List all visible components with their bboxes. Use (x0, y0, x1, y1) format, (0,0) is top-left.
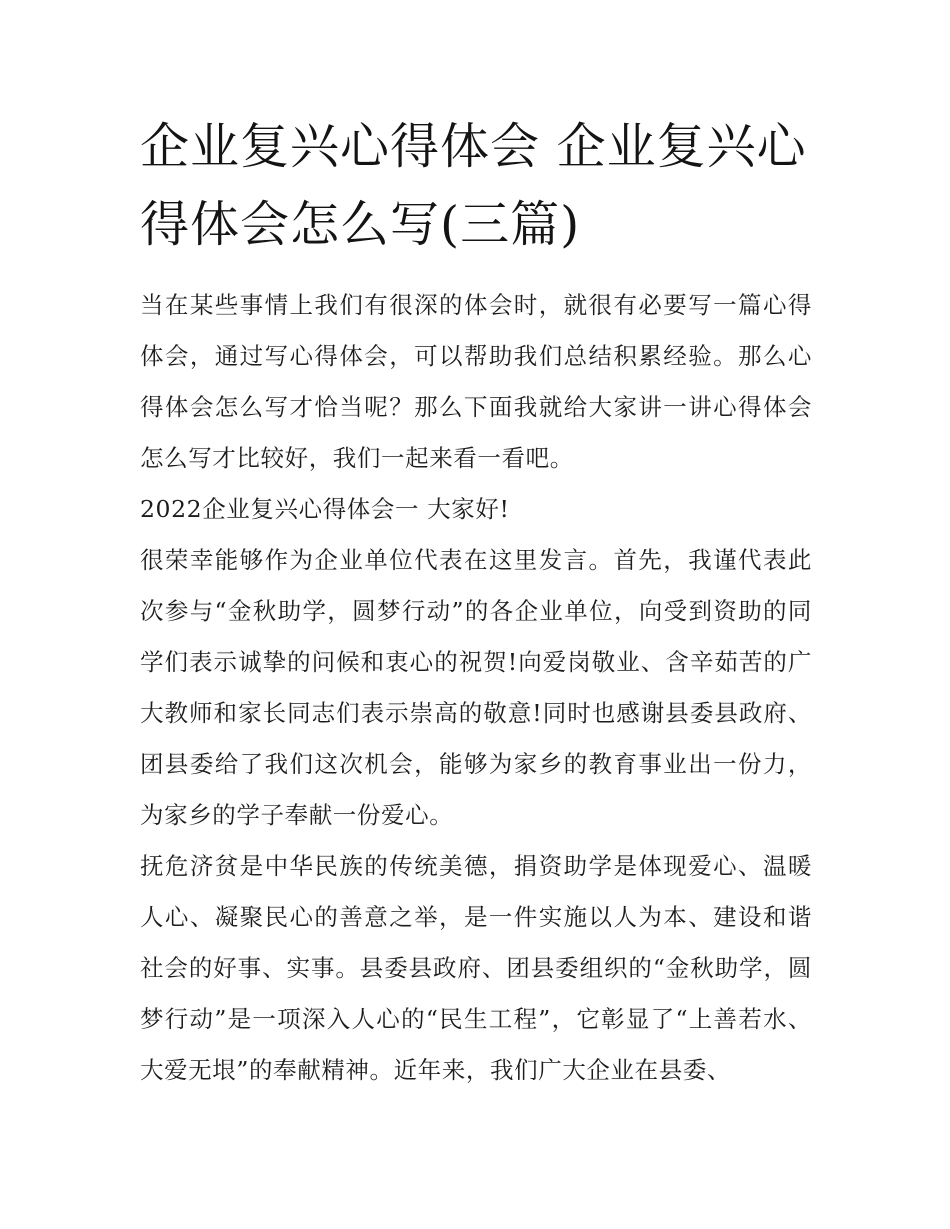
section-heading-paragraph: 2022企业复兴心得体会一 大家好! (140, 495, 510, 523)
body-paragraph: 很荣幸能够作为企业单位代表在这里发言。首先，我谨代表此次参与“金秋助学，圆梦行动”的各企业单位，向受到资助的同学们表示诚挚的问候和衷心的祝贺!向爱岗敬业、含辛茹苦的广大教师和家长同志们表示崇高的敬意!同时也感谢县委县政府、团县委给了我们这次机会，能够为家乡的教育事业出一份力，为家乡的学子奉献一份爱心。 (140, 546, 812, 829)
document-body (140, 108, 812, 1096)
document-title: 企业复兴心得体会 企业复兴心得体会怎么写(三篇) (140, 118, 807, 253)
intro-paragraph: 当在某些事情上我们有很深的体会时，就很有必要写一篇心得体会，通过写心得体会，可以帮助我们总结积累经验。那么心得体会怎么写才恰当呢？那么下面我就给大家讲一讲心得体会怎么写才比较好，我们一起来看一看吧。 (140, 291, 812, 472)
body-paragraph: 抚危济贫是中华民族的传统美德，捐资助学是体现爱心、温暖人心、凝聚民心的善意之举，是一件实施以人为本、建设和谐社会的好事、实事。县委县政府、团县委组织的“金秋助学，圆梦行动”是一项深入人心的“民生工程”，它彰显了“上善若水、大爱无垠”的奉献精神。近年来，我们广大企业在县委、 (140, 852, 812, 1084)
